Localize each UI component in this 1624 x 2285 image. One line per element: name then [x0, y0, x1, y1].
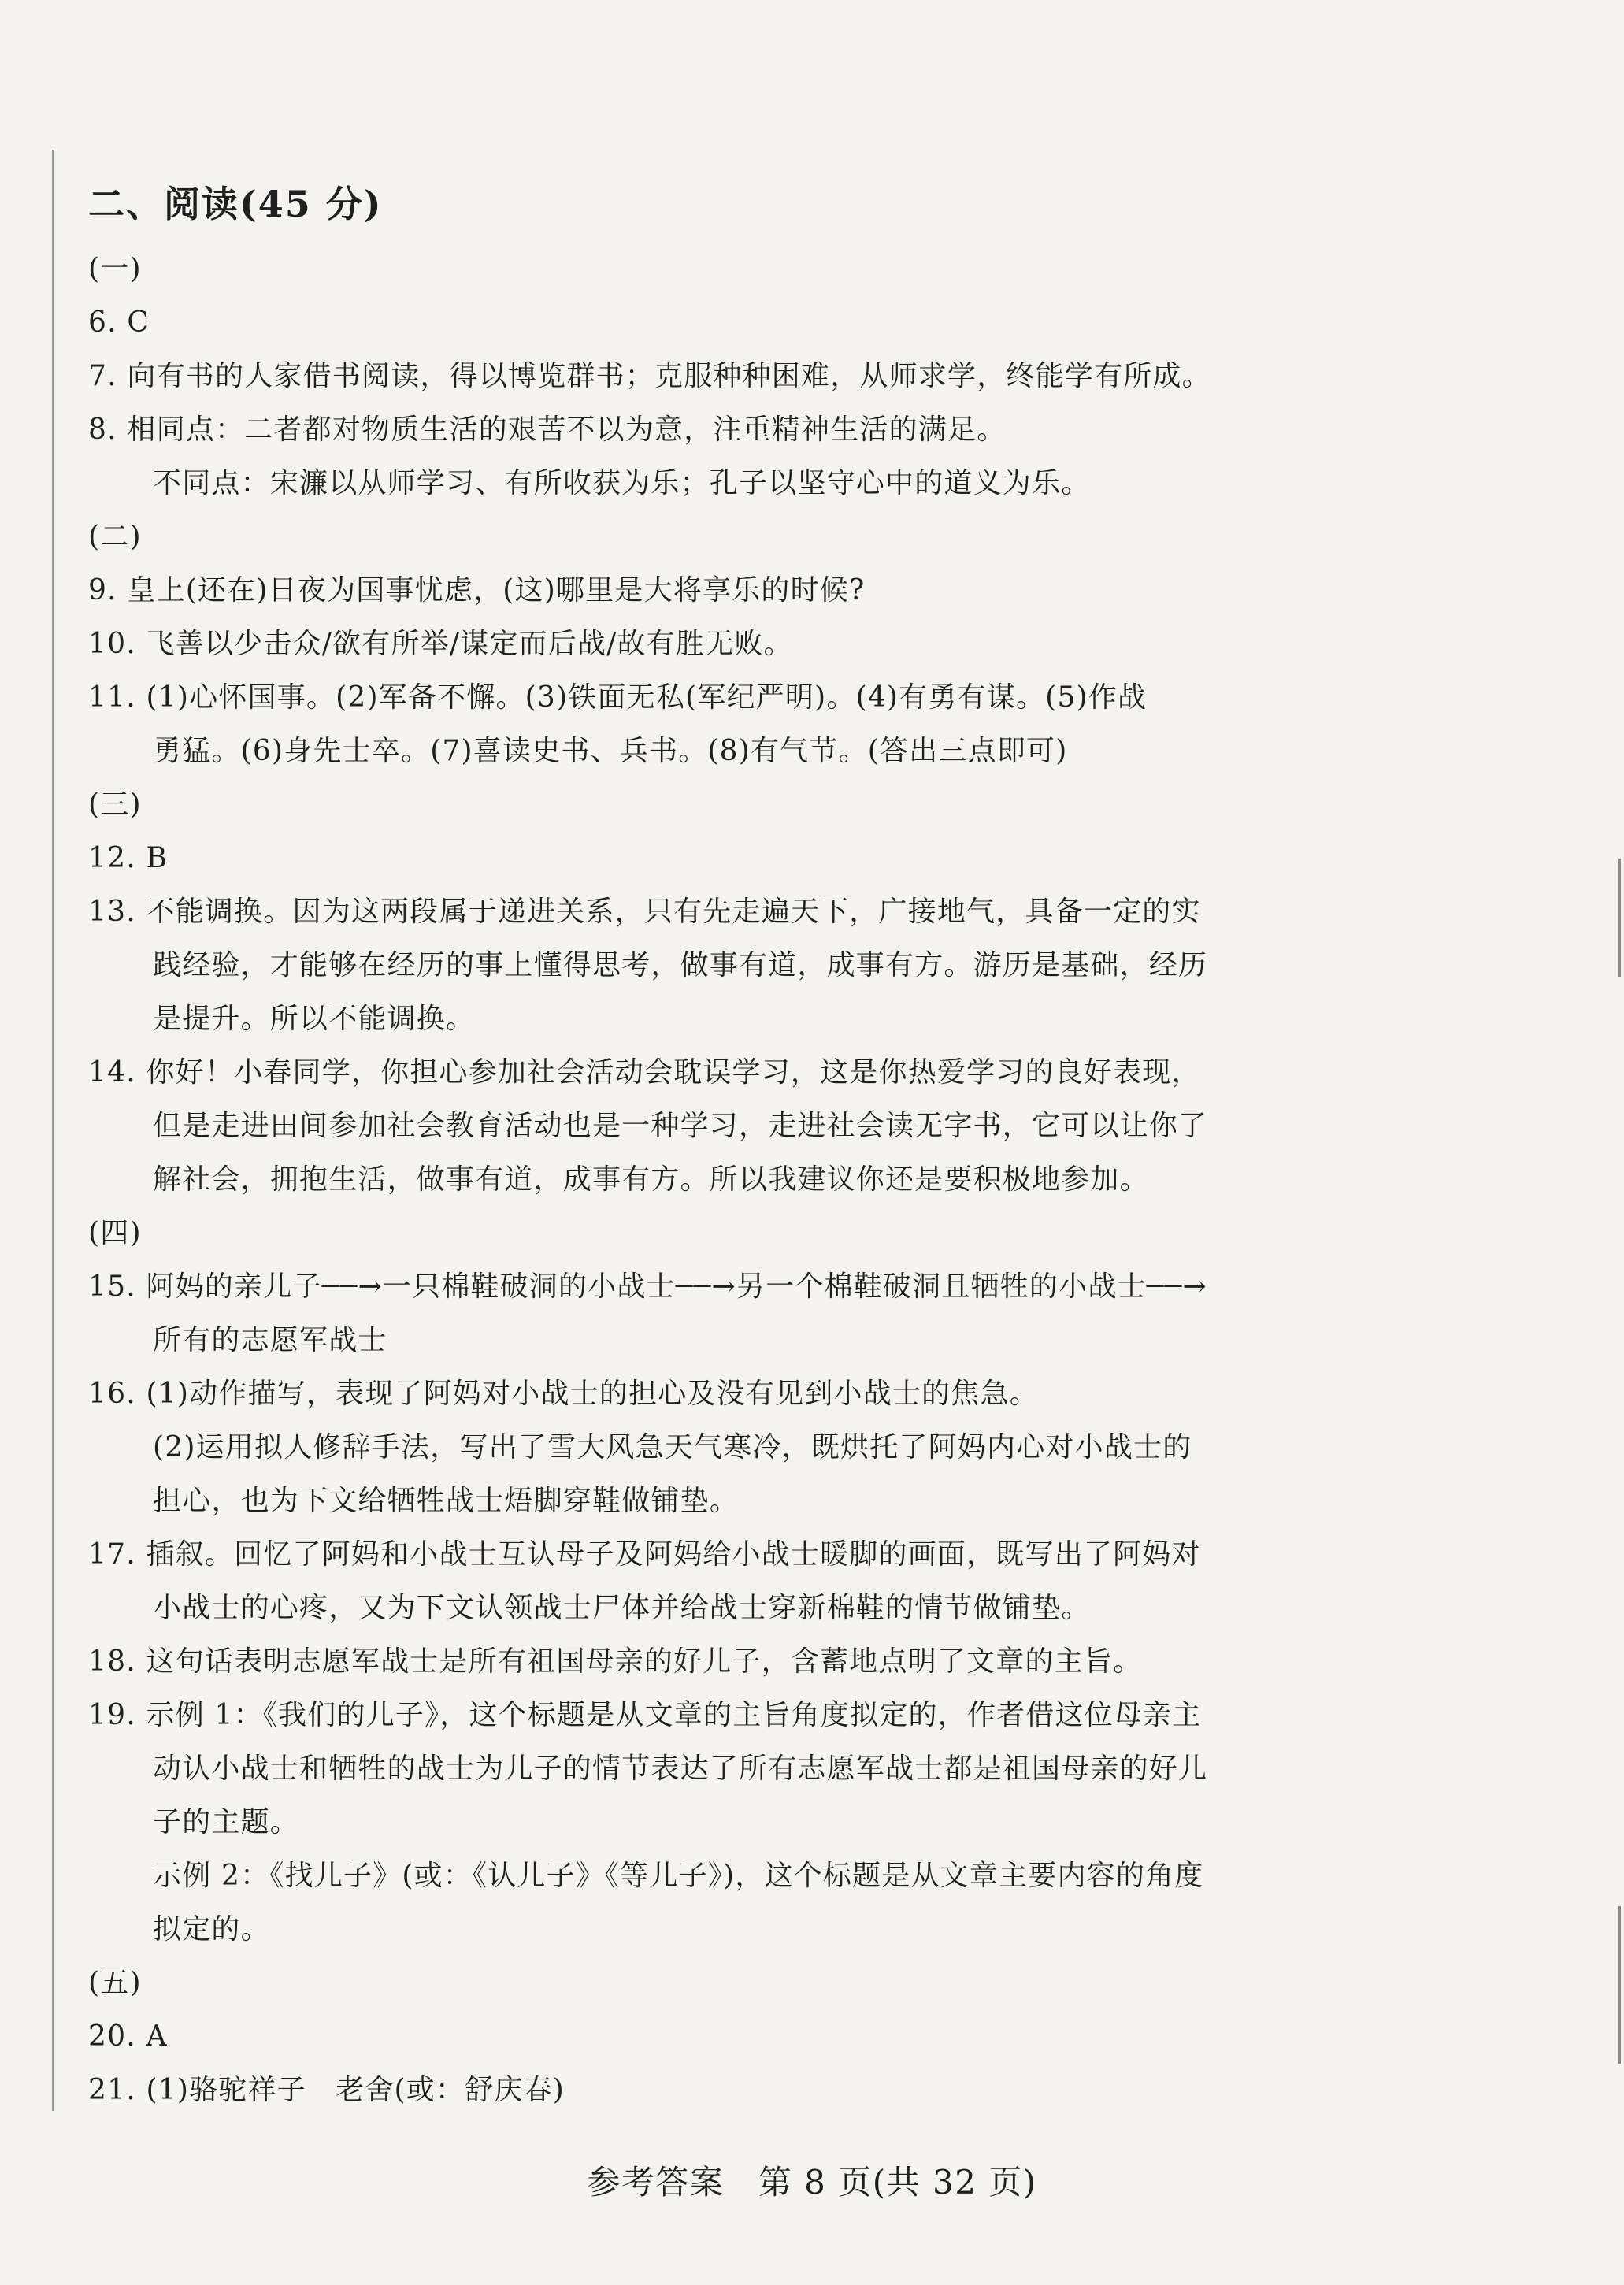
answer-line: 但是走进田间参加社会教育活动也是一种学习，走进社会读无字书，它可以让你了 — [153, 1110, 1208, 1142]
answer-line: 拟定的。 — [153, 1913, 270, 1946]
answer-content — [88, 175, 1569, 2117]
answer-line: 15. 阿妈的亲儿子──→一只棉鞋破洞的小战士──→另一个棉鞋破洞且牺牲的小战士──→ — [88, 1270, 1207, 1303]
answer-line: 21. (1)骆驼祥子 老舍(或：舒庆春) — [88, 2074, 565, 2106]
section-title: 二、阅读(45 分) — [88, 183, 383, 225]
answer-line: 是提升。所以不能调换。 — [153, 1003, 476, 1035]
answer-line: (四) — [88, 1217, 142, 1249]
answer-line: 小战士的心疼，又为下文认领战士尸体并给战士穿新棉鞋的情节做铺垫。 — [153, 1592, 1091, 1624]
answer-line: 16. (1)动作描写，表现了阿妈对小战士的担心及没有见到小战士的焦急。 — [88, 1378, 1039, 1410]
answer-line: 所有的志愿军战士 — [153, 1324, 387, 1356]
answer-line: 6. C — [88, 306, 150, 339]
answer-line: 示例 2：《找儿子》(或：《认儿子》《等儿子》)，这个标题是从文章主要内容的角度 — [153, 1860, 1204, 1892]
answer-line: 18. 这句话表明志愿军战士是所有祖国母亲的好儿子，含蓄地点明了文章的主旨。 — [88, 1645, 1143, 1678]
right-edge-mark-1 — [1618, 859, 1621, 977]
answer-line: 14. 你好！小春同学，你担心参加社会活动会耽误学习，这是你热爱学习的良好表现， — [88, 1056, 1201, 1089]
answer-line: 担心，也为下文给牺牲战士焐脚穿鞋做铺垫。 — [153, 1485, 740, 1517]
answer-line: 子的主题。 — [153, 1806, 300, 1838]
answer-line: 11. (1)心怀国事。(2)军备不懈。(3)铁面无私(军纪严明)。(4)有勇有谋。(5)作战 — [88, 681, 1148, 714]
answer-line: 解社会，拥抱生活，做事有道，成事有方。所以我建议你还是要积极地参加。 — [153, 1163, 1149, 1196]
answer-line: 17. 插叙。回忆了阿妈和小战士互认母子及阿妈给小战士暖脚的画面，既写出了阿妈对 — [88, 1538, 1201, 1571]
answer-line: 8. 相同点：二者都对物质生活的艰苦不以为意，注重精神生活的满足。 — [88, 414, 1007, 446]
answer-line: 10. 飞善以少击众/欲有所举/谋定而后战/故有胜无败。 — [88, 628, 793, 660]
answer-line: (三) — [88, 788, 142, 821]
answer-line: 12. B — [88, 842, 169, 874]
answer-line: 不同点：宋濂以从师学习、有所收获为乐；孔子以坚守心中的道义为乐。 — [153, 467, 1091, 499]
answer-lines — [88, 243, 1569, 2117]
answer-line: (五) — [88, 1967, 142, 1999]
answer-line: (一) — [88, 253, 142, 285]
answer-line: (二) — [88, 521, 142, 553]
page-footer: 参考答案 第 8 页(共 32 页) — [587, 2163, 1037, 2202]
answer-line: (2)运用拟人修辞手法，写出了雪大风急天气寒冷，既烘托了阿妈内心对小战士的 — [153, 1431, 1192, 1463]
answer-line: 动认小战士和牺牲的战士为儿子的情节表达了所有志愿军战士都是祖国母亲的好儿 — [153, 1753, 1208, 1785]
answer-line: 20. A — [88, 2020, 168, 2053]
answer-line: 19. 示例 1：《我们的儿子》，这个标题是从文章的主旨角度拟定的，作者借这位母亲主 — [88, 1699, 1202, 1731]
answer-line: 13. 不能调换。因为这两段属于递进关系，只有先走遍天下，广接地气，具备一定的实 — [88, 896, 1201, 928]
answer-line: 践经验，才能够在经历的事上懂得思考，做事有道，成事有方。游历是基础，经历 — [153, 949, 1208, 981]
answer-line: 勇猛。(6)身先士卒。(7)喜读史书、兵书。(8)有气节。(答出三点即可) — [153, 735, 1068, 767]
answer-line: 9. 皇上(还在)日夜为国事忧虑，(这)哪里是大将享乐的时候? — [88, 574, 866, 606]
left-margin-rule — [52, 150, 54, 2111]
answer-line: 7. 向有书的人家借书阅读，得以博览群书；克服种种困难，从师求学，终能学有所成。 — [88, 360, 1211, 392]
right-edge-mark-2 — [1618, 1906, 1621, 2064]
